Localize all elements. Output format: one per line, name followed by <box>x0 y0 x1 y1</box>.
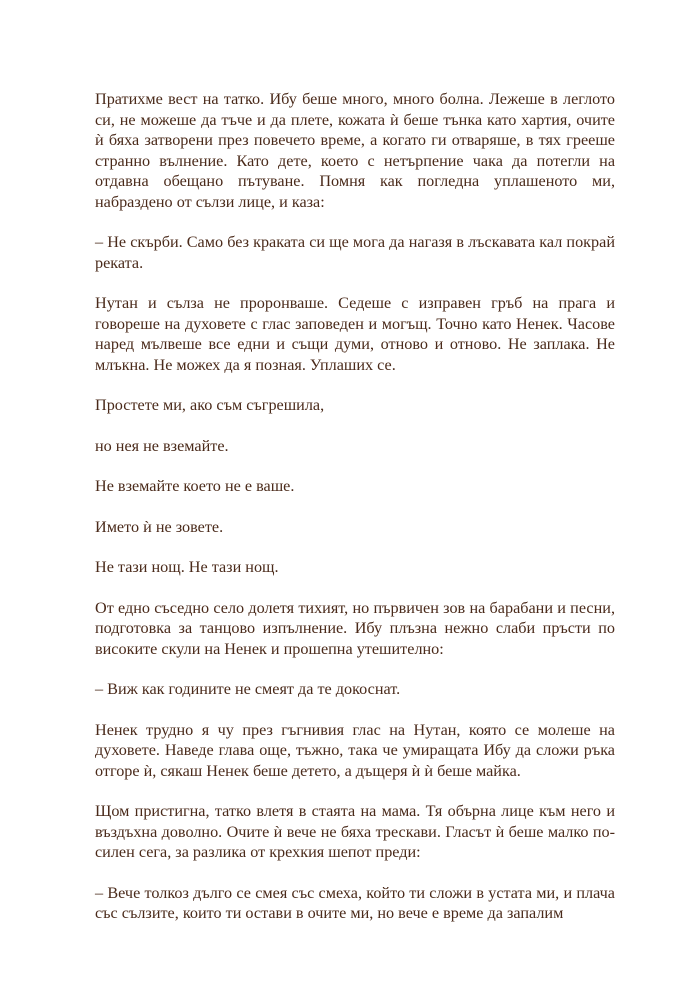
paragraph: – Не скърби. Само без краката си ще мога да нагазя в лъскавата кал покрай реката. <box>95 233 615 272</box>
paragraph: Щом пристигна, татко влетя в стаята на мама. Тя обърна лице към него и въздъхна доволно. Очите ѝ вече не бяха трескави. Гласът ѝ беше малко по-силен сега, за разлика от крехкия шепот преди: <box>95 802 615 861</box>
paragraph: Нутан и сълза не проронваше. Седеше с изправен гръб на прага и говореше на духовете с глас заповеден и могъщ. Точно като Ненек. Часове наред мълвеше все едни и същи думи, отново и отново. Не заплака. Не млъкна. Не можех да я позная. Уплаших се. <box>95 294 615 374</box>
paragraph: – Вече толкоз дълго се смея със смеха, който ти сложи в устата ми, и плача със сълзите, които ти остави в очите ми, но вече е време да запалим <box>95 883 615 922</box>
paragraph: Не вземайте което не е ваше. <box>95 477 295 495</box>
paragraph: – Виж как годините не смеят да те докоснат. <box>95 680 401 698</box>
paragraph: Името ѝ не зовете. <box>95 517 224 536</box>
paragraph: Простете ми, ако съм съгрешила, <box>95 396 325 414</box>
paragraph: От едно съседно село долетя тихият, но първичен зов на барабани и песни, подготовка за танцово изпълнение. Ибу плъзна нежно слаби пръсти по високите скули на Ненек и прошепна утешително: <box>95 598 615 658</box>
paragraph: Пратихме вест на татко. Ибу беше много, много болна. Лежеше в леглото си, не можеше да тъче и да плете, кожата ѝ беше тънка като хартия, очите ѝ бяха затворени през повечето време, а когато ги отваряше, в тях грееше странно вълнение. Като дете, което с нетърпение чака да потегли на отдавна обещано пътуване. Помня как погледна уплашеното ми, набраздено от сълзи лице, и каза: <box>95 90 615 211</box>
text-body <box>95 89 615 924</box>
paragraph: Ненек трудно я чу през гъгнивия глас на Нутан, която се молеше на духовете. Наведе глава още, тъжно, така че умиращата Ибу да сложи ръка отгоре ѝ, сякаш Ненек беше детето, а дъщеря ѝ ѝ беше майка. <box>95 720 615 780</box>
paragraph: но нея не вземайте. <box>95 436 229 455</box>
paragraph: Не тази нощ. Не тази нощ. <box>95 558 279 576</box>
